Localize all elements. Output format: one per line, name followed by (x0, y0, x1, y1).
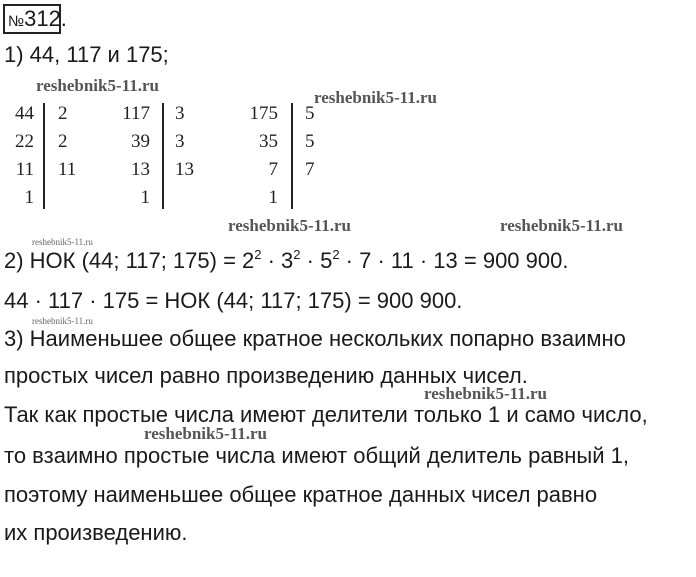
dividend: 39 (131, 131, 150, 152)
prime-factor: 5 (305, 103, 315, 124)
prime-factor: 2 (58, 103, 68, 124)
dividend: 11 (15, 159, 34, 180)
prime-factor: 3 (175, 131, 185, 152)
prime-factor: 3 (175, 103, 185, 124)
paragraph-line: Так как простые числа имеют делители только 1 и само число, (4, 402, 648, 427)
watermark-small: reshebnik5-11.ru (32, 237, 93, 247)
watermark: reshebnik5-11.ru (500, 216, 623, 235)
dividend: 13 (131, 159, 150, 180)
paragraph-line: простых чисел равно произведению данных чисел. (4, 363, 528, 388)
dividend: 7 (268, 159, 278, 180)
lcm-part: · 3 (261, 248, 294, 273)
watermark: reshebnik5-11.ru (144, 424, 267, 443)
watermark-small: reshebnik5-11.ru (32, 316, 93, 326)
paragraph-line: то взаимно простые числа имеют общий делитель равный 1, (4, 443, 629, 468)
dividend: 1 (268, 187, 278, 208)
prime-factor: 5 (305, 131, 315, 152)
prime-factor: 13 (175, 159, 194, 180)
task-line-1: 1) 44, 117 и 175; (4, 42, 169, 67)
problem-number (3, 4, 67, 34)
dividend: 1 (140, 187, 150, 208)
number-sign: № (8, 13, 25, 30)
watermark: reshebnik5-11.ru (228, 216, 351, 235)
exponent: 2 (254, 247, 262, 262)
prime-factor: 11 (58, 159, 77, 180)
product-equation: 44 · 117 · 175 = НОК (44; 117; 175) = 900 900. (4, 288, 463, 313)
watermark: reshebnik5-11.ru (36, 76, 159, 95)
paragraph-line: поэтому наименьшее общее кратное данных чисел равно (4, 482, 598, 507)
lcm-suffix: · 7 · 11 · 13 = 900 900. (339, 248, 569, 273)
problem-number-value: 312. (24, 6, 67, 31)
dividend: 22 (15, 131, 34, 152)
prime-factor: 7 (305, 159, 315, 180)
exponent: 2 (293, 247, 301, 262)
lcm-formula (4, 248, 568, 274)
paragraph-line: их произведению. (4, 520, 188, 545)
divider-line (291, 103, 293, 209)
prime-factor: 2 (58, 131, 68, 152)
watermark: reshebnik5-11.ru (424, 384, 547, 403)
exponent: 2 (332, 247, 340, 262)
lcm-prefix: 2) НОК (44; 117; 175) = 2 (4, 248, 255, 273)
dividend: 44 (15, 103, 34, 124)
divider-line (43, 103, 45, 209)
paragraph-line: 3) Наименьшее общее кратное нескольких попарно взаимно (4, 326, 626, 351)
dividend: 117 (122, 103, 150, 124)
divider-line (162, 103, 164, 209)
dividend: 1 (24, 187, 34, 208)
dividend: 35 (259, 131, 278, 152)
watermark: reshebnik5-11.ru (314, 88, 437, 107)
dividend: 175 (249, 103, 278, 124)
lcm-part: · 5 (300, 248, 333, 273)
